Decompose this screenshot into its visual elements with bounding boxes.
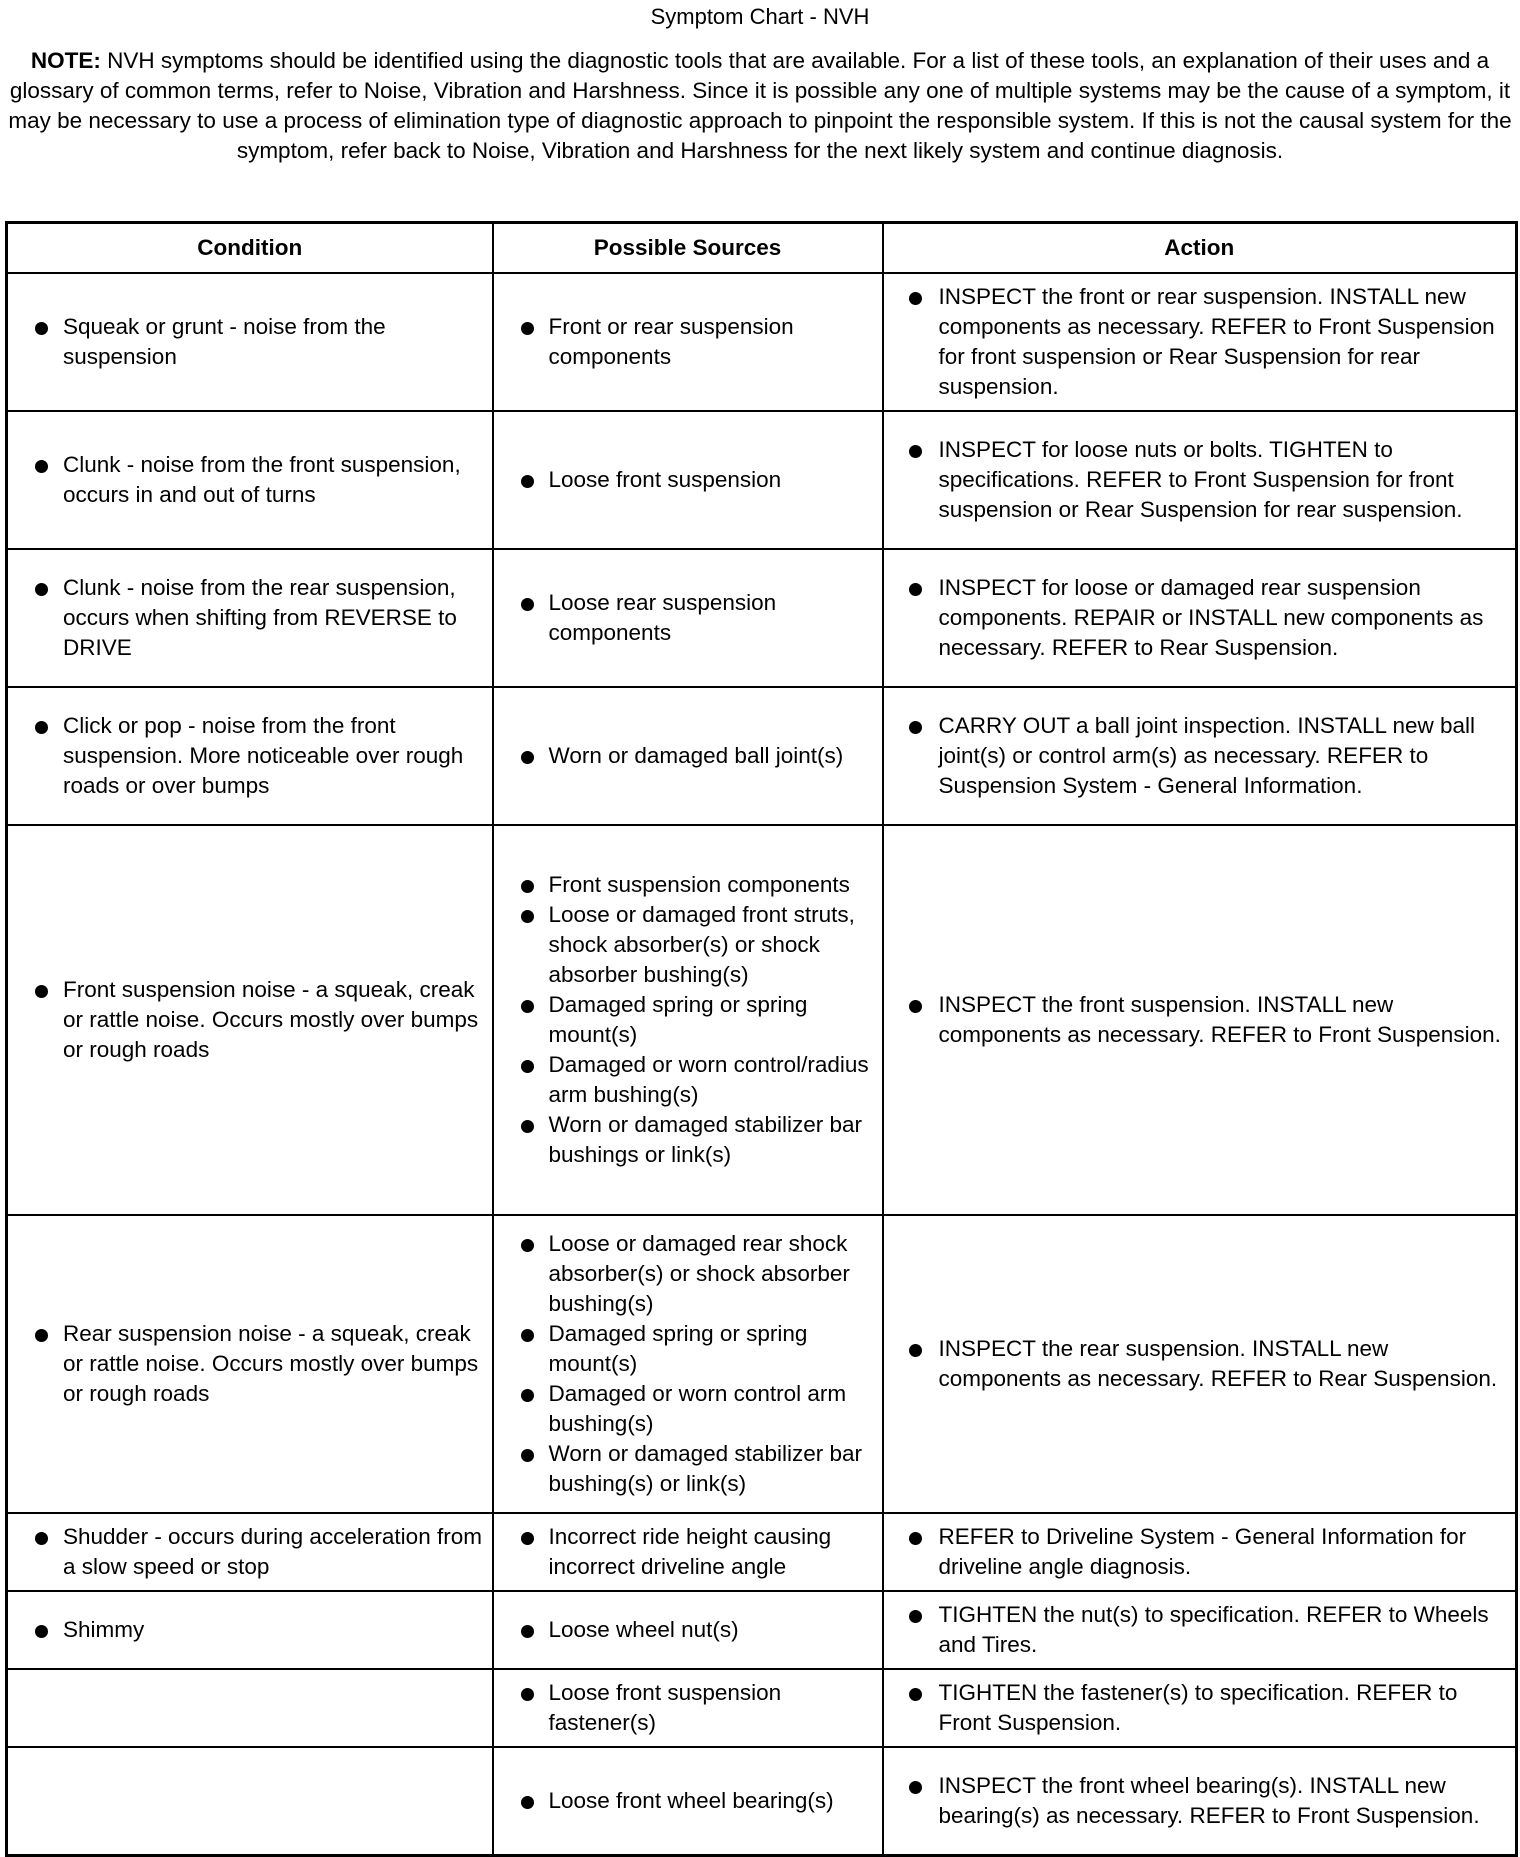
action-cell: [883, 411, 1517, 549]
action-item: REFER to Driveline System - General Information for driveline angle diagnosis.: [884, 1522, 1516, 1582]
source-item: Damaged or worn control/radius arm bushing(s): [494, 1050, 882, 1110]
condition-cell-empty: [7, 1669, 493, 1747]
action-item: TIGHTEN the nut(s) to specification. REFER to Wheels and Tires.: [884, 1600, 1516, 1660]
sources-cell: [493, 687, 883, 825]
source-item: Incorrect ride height causing incorrect driveline angle: [494, 1522, 882, 1582]
sources-cell: [493, 1513, 883, 1591]
sources-cell: [493, 1747, 883, 1855]
page-title: Symptom Chart - NVH: [650, 4, 870, 29]
action-item: INSPECT for loose nuts or bolts. TIGHTEN to specifications. REFER to Front Suspension for front suspension or Rear Suspension for rear suspension.: [884, 435, 1516, 525]
sources-cell: [493, 1591, 883, 1669]
table-row: [7, 825, 1517, 1215]
condition-cell-empty: [7, 1747, 493, 1855]
table-row: [7, 1215, 1517, 1513]
action-cell: [883, 825, 1517, 1215]
source-item: Front or rear suspension components: [494, 312, 882, 372]
sources-cell: [493, 411, 883, 549]
condition-item: Shudder - occurs during acceleration from a slow speed or stop: [8, 1522, 492, 1582]
source-item: Loose front suspension: [494, 465, 882, 495]
source-item: Worn or damaged stabilizer bar bushing(s) or link(s): [494, 1439, 882, 1499]
condition-cell: [7, 825, 493, 1215]
condition-cell: [7, 549, 493, 687]
action-cell: [883, 549, 1517, 687]
source-item: Damaged spring or spring mount(s): [494, 990, 882, 1050]
condition-item: Clunk - noise from the front suspension, occurs in and out of turns: [8, 450, 492, 510]
condition-item: Squeak or grunt - noise from the suspension: [8, 312, 492, 372]
action-item: INSPECT the rear suspension. INSTALL new components as necessary. REFER to Rear Suspension.: [884, 1334, 1516, 1394]
condition-cell: [7, 687, 493, 825]
condition-cell: [7, 1591, 493, 1669]
action-cell: [883, 687, 1517, 825]
condition-cell: [7, 411, 493, 549]
condition-item: Click or pop - noise from the front suspension. More noticeable over rough roads or over bumps: [8, 711, 492, 801]
table-row: [7, 1591, 1517, 1669]
sources-cell: [493, 825, 883, 1215]
sources-cell: [493, 549, 883, 687]
source-item: Damaged spring or spring mount(s): [494, 1319, 882, 1379]
source-item: Loose wheel nut(s): [494, 1615, 882, 1645]
source-item: Loose front wheel bearing(s): [494, 1786, 882, 1816]
source-item: Front suspension components: [494, 870, 882, 900]
source-item: Loose rear suspension components: [494, 588, 882, 648]
table-header-row: [7, 223, 1517, 274]
header-possible-sources: Possible Sources: [493, 223, 883, 274]
table-row: [7, 687, 1517, 825]
note-text: NVH symptoms should be identified using the diagnostic tools that are available. For a list of these tools, an explanation of their uses and a glossary of common terms, refer to Noise, Vibration and Harshness. Since it is possible any one of multiple systems may be the cause of a symptom, it may be necessary to use a process of elimination type of diagnostic approach to pinpoint the responsible system. If this is not the causal system for the symptom, refer back to Noise, Vibration and Harshness for the next likely system and continue diagnosis.: [8, 48, 1512, 163]
condition-item: Front suspension noise - a squeak, creak or rattle noise. Occurs mostly over bumps or rough roads: [8, 975, 492, 1065]
note-paragraph: [8, 46, 1512, 204]
action-item: TIGHTEN the fastener(s) to specification. REFER to Front Suspension.: [884, 1678, 1516, 1738]
source-item: Damaged or worn control arm bushing(s): [494, 1379, 882, 1439]
action-cell: [883, 1215, 1517, 1513]
note-label: NOTE:: [30, 48, 101, 73]
condition-item: Rear suspension noise - a squeak, creak or rattle noise. Occurs mostly over bumps or rough roads: [8, 1319, 492, 1409]
table-row: [7, 549, 1517, 687]
action-cell: [883, 1747, 1517, 1855]
action-item: INSPECT the front wheel bearing(s). INSTALL new bearing(s) as necessary. REFER to Front Suspension.: [884, 1771, 1516, 1831]
table-row: [7, 411, 1517, 549]
condition-cell: [7, 1215, 493, 1513]
source-item: Loose front suspension fastener(s): [494, 1678, 882, 1738]
sources-cell: [493, 1669, 883, 1747]
table-row: [7, 273, 1517, 411]
action-cell: [883, 1591, 1517, 1669]
action-cell: [883, 273, 1517, 411]
action-item: INSPECT the front or rear suspension. INSTALL new components as necessary. REFER to Front Suspension for front suspension or Rear Suspension for rear suspension.: [884, 282, 1516, 402]
sources-cell: [493, 273, 883, 411]
table-row: [7, 1669, 1517, 1747]
source-item: Loose or damaged rear shock absorber(s) or shock absorber bushing(s): [494, 1229, 882, 1319]
sources-cell: [493, 1215, 883, 1513]
source-item: Loose or damaged front struts, shock absorber(s) or shock absorber bushing(s): [494, 900, 882, 990]
action-cell: [883, 1513, 1517, 1591]
symptom-table: [5, 221, 1518, 1857]
action-cell: [883, 1669, 1517, 1747]
condition-cell: [7, 1513, 493, 1591]
condition-item: Shimmy: [8, 1615, 492, 1645]
action-item: INSPECT for loose or damaged rear suspension components. REPAIR or INSTALL new components as necessary. REFER to Rear Suspension.: [884, 573, 1516, 663]
table-row: [7, 1747, 1517, 1855]
action-item: INSPECT the front suspension. INSTALL new components as necessary. REFER to Front Suspension.: [884, 990, 1516, 1050]
table-row: [7, 1513, 1517, 1591]
condition-item: Clunk - noise from the rear suspension, occurs when shifting from REVERSE to DRIVE: [8, 573, 492, 663]
action-item: CARRY OUT a ball joint inspection. INSTALL new ball joint(s) or control arm(s) as necessary. REFER to Suspension System - General Information.: [884, 711, 1516, 801]
header-action: Action: [883, 223, 1517, 274]
source-item: Worn or damaged stabilizer bar bushings or link(s): [494, 1110, 882, 1170]
source-item: Worn or damaged ball joint(s): [494, 741, 882, 771]
header-condition: Condition: [7, 223, 493, 274]
condition-cell: [7, 273, 493, 411]
